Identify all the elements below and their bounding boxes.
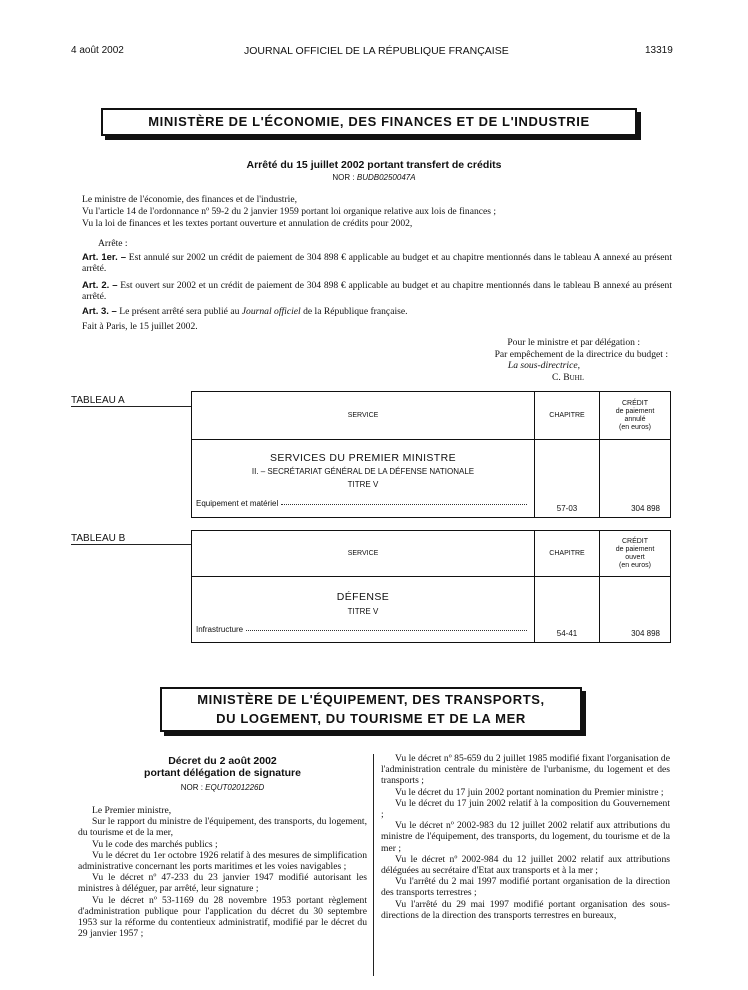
tableau-a-chapitre: 57-03 bbox=[535, 440, 600, 518]
tableau-a-service-cell bbox=[192, 440, 535, 518]
arrete-nor bbox=[0, 173, 748, 182]
decret-nor bbox=[78, 783, 367, 792]
visa-paragraph: Vu le décret du 1er octobre 1926 relatif à des mesures de simplification administrative concernant les ports maritimes et les voies navigables ; bbox=[78, 849, 367, 873]
visa-paragraph: Le Premier ministre, bbox=[92, 805, 172, 816]
tableau-a-col-chapitre: CHAPITRE bbox=[535, 392, 600, 440]
tableau-a-row-label: Equipement et matériel bbox=[196, 499, 279, 508]
credit-h3: ouvert bbox=[625, 553, 645, 561]
visa-paragraph: Vu le code des marchés publics ; bbox=[92, 838, 218, 850]
arrete-title: Arrêté du 15 juillet 2002 portant transfert de crédits bbox=[246, 159, 502, 171]
visa-paragraph: Vu le décret nº 53-1169 du 28 novembre 1953 portant règlement d'administration publique pour l'application du décret du 30 septembre 1953 sur la réforme du contentieux administratif, modifié par le décret du 29 janvier 1957 ; bbox=[78, 894, 367, 940]
tableau-a-credit: 304 898 bbox=[600, 440, 671, 518]
tableau-a-col-credit bbox=[600, 392, 671, 440]
signature-line-2: Par empêchement de la directrice du budget : bbox=[494, 348, 668, 360]
tableau-a bbox=[191, 391, 671, 518]
tableau-a-col-service: SERVICE bbox=[192, 392, 535, 440]
article-3-journal: Journal officiel bbox=[241, 306, 301, 317]
visa-paragraph: Vu le décret nº 2002-984 du 12 juillet 2002 relatif aux attributions déléguées au secrétaire d'Etat aux transports et à la mer ; bbox=[381, 853, 670, 877]
nor-label: NOR : bbox=[332, 173, 357, 182]
credit-h2: de paiement bbox=[615, 407, 655, 415]
credit-h1: CRÉDIT bbox=[621, 399, 649, 407]
article-3-label: Art. 3. – bbox=[82, 306, 117, 317]
intro-line-2: Vu l'article 14 de l'ordonnance nº 59-2 du 2 janvier 1959 portant loi organique relative aux lois de finances ; bbox=[82, 206, 497, 217]
tableau-a-titre: TITRE V bbox=[347, 480, 379, 489]
tableau-b-chapitre: 54-41 bbox=[535, 577, 600, 643]
article-3-text-pre: Le présent arrêté sera publié au bbox=[119, 306, 242, 317]
visa-paragraph: Vu le décret nº 2002-983 du 12 juillet 2002 relatif aux attributions du ministre de l'équipement, des transports, du logement, du tourisme et de la mer ; bbox=[381, 820, 670, 854]
tableau-a-heading: SERVICES DU PREMIER MINISTRE bbox=[269, 452, 457, 464]
tableau-a-subheading: II. – SECRÉTARIAT GÉNÉRAL DE LA DÉFENSE NATIONALE bbox=[251, 467, 475, 476]
tableau-b-row-label: Infrastructure bbox=[196, 625, 244, 634]
visa-paragraph: Vu le décret nº 47-233 du 23 janvier 1947 modifié autorisant les ministres à déléguer, par arrêté, leur signature ; bbox=[78, 872, 367, 895]
column-divider bbox=[373, 754, 374, 976]
tableau-b-col-chapitre: CHAPITRE bbox=[535, 531, 600, 577]
ministry-title-line-2: DU LOGEMENT, DU TOURISME ET DE LA MER bbox=[216, 711, 526, 726]
tableau-b-label: TABLEAU B bbox=[71, 533, 126, 544]
arrete-label: Arrête : bbox=[98, 238, 128, 249]
decret-title bbox=[78, 755, 367, 779]
visa-paragraph: Vu le décret nº 85-659 du 2 juillet 1985 modifié fixant l'organisation de l'administration centrale du ministère de l'urbanisme, du logement et des transports ; bbox=[381, 753, 670, 787]
intro-line-3: Vu la loi de finances et les textes portant ouverture et annulation de crédits pour 2002, bbox=[82, 218, 413, 229]
tableau-a-rule bbox=[71, 406, 191, 407]
credit-h4: (en euros) bbox=[619, 423, 651, 431]
signature-block bbox=[430, 337, 668, 383]
decret-left-column bbox=[78, 805, 367, 939]
decret-right-column bbox=[381, 753, 670, 921]
nor-code: BUDB0250047A bbox=[356, 173, 416, 182]
ministry-box-equipement bbox=[160, 687, 582, 732]
header-journal-title: JOURNAL OFFICIEL DE LA RÉPUBLIQUE FRANÇAISE bbox=[244, 45, 509, 57]
credit-h1: CRÉDIT bbox=[621, 537, 649, 545]
fait-a-paris: Fait à Paris, le 15 juillet 2002. bbox=[82, 321, 198, 332]
signature-name: C. Buhl bbox=[552, 371, 584, 383]
decret-title-line-2: portant délégation de signature bbox=[144, 767, 301, 779]
ministry-box-economie bbox=[101, 108, 637, 136]
tableau-b-service-cell bbox=[192, 577, 535, 643]
tableau-b-col-service: SERVICE bbox=[192, 531, 535, 577]
article-1-text: Est annulé sur 2002 un crédit de paiement de 304 898 € applicable au budget et au chapitre mentionnés dans le tableau A annexé au présent arrêté. bbox=[82, 252, 672, 274]
tableau-b-credit: 304 898 bbox=[600, 577, 671, 643]
tableau-b-rule bbox=[71, 544, 191, 545]
ministry-title-line-1: MINISTÈRE DE L'ÉQUIPEMENT, DES TRANSPORTS, bbox=[197, 692, 545, 707]
tableau-b bbox=[191, 530, 671, 643]
visa-paragraph: Vu l'arrêté du 2 mai 1997 modifié portant organisation de la direction des transports terrestres ; bbox=[381, 876, 670, 899]
article-2 bbox=[82, 281, 672, 302]
article-1 bbox=[82, 253, 672, 274]
credit-h3: annulé bbox=[624, 415, 646, 423]
tableau-b-titre: TITRE V bbox=[347, 607, 379, 616]
credit-h2: de paiement bbox=[615, 545, 655, 553]
header-date: 4 août 2002 bbox=[71, 45, 124, 56]
tableau-a-label: TABLEAU A bbox=[71, 395, 125, 406]
decret-title-line-1: Décret du 2 août 2002 bbox=[168, 755, 277, 767]
article-3-text-post: de la République française. bbox=[300, 306, 408, 317]
tableau-b-row bbox=[196, 625, 530, 634]
credit-h4: (en euros) bbox=[619, 561, 651, 569]
signature-line-1: Pour le ministre et par délégation : bbox=[507, 337, 640, 348]
tableau-b-col-credit bbox=[600, 531, 671, 577]
tableau-b-heading: DÉFENSE bbox=[336, 591, 390, 603]
signature-line-3: La sous-directrice, bbox=[507, 360, 580, 371]
dot-leader bbox=[281, 504, 527, 505]
article-2-text: Est ouvert sur 2002 et un crédit de paiement de 304 898 € applicable au budget et au chapitre mentionnés dans le tableau B annexé au présent arrêté. bbox=[82, 280, 672, 302]
visa-paragraph: Vu l'arrêté du 29 mai 1997 modifié portant organisation des sous-directions de la direction des transports terrestres en bureaux, bbox=[381, 898, 670, 921]
ministry-title: MINISTÈRE DE L'ÉCONOMIE, DES FINANCES ET DE L'INDUSTRIE bbox=[148, 114, 590, 129]
nor-code: EQUT0201226D bbox=[205, 783, 265, 792]
intro-line-1: Le ministre de l'économie, des finances et de l'industrie, bbox=[82, 194, 297, 205]
dot-leader bbox=[246, 630, 527, 631]
article-2-label: Art. 2. – bbox=[82, 280, 118, 291]
tableau-a-row bbox=[196, 499, 530, 508]
article-3 bbox=[82, 306, 408, 317]
header-page-number: 13319 bbox=[645, 45, 673, 56]
visa-paragraph: Vu le décret du 17 juin 2002 relatif à la composition du Gouvernement ; bbox=[381, 797, 670, 821]
visa-paragraph: Vu le décret du 17 juin 2002 portant nomination du Premier ministre ; bbox=[395, 786, 664, 798]
nor-label: NOR : bbox=[180, 783, 206, 792]
article-1-label: Art. 1er. – bbox=[82, 252, 126, 263]
visa-paragraph: Sur le rapport du ministre de l'équipement, des transports, du logement, du tourisme et de la mer, bbox=[78, 816, 367, 839]
